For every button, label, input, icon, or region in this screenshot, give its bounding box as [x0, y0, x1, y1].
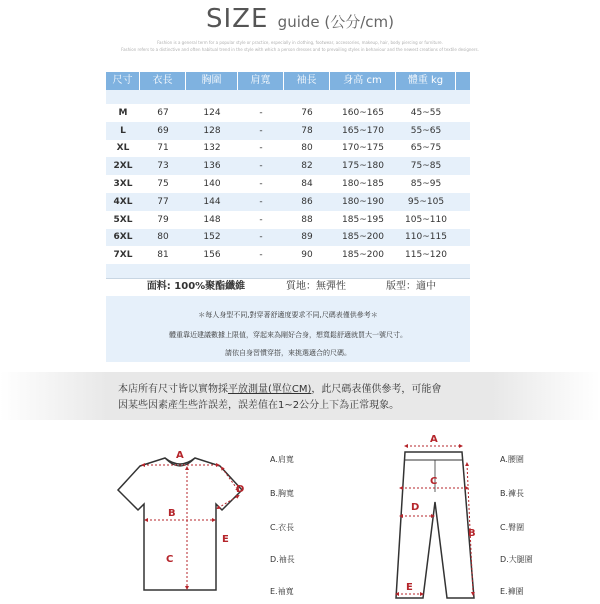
table-spacer-row: [106, 90, 470, 104]
cell-length: 67: [157, 107, 169, 118]
table-body: [106, 104, 470, 264]
page-title: [0, 4, 600, 34]
cell-sleeve: 90: [301, 250, 313, 261]
tshirt-marker-a: A: [176, 450, 184, 461]
pants-marker-a: A: [430, 434, 438, 445]
measurement-diagrams: [0, 430, 600, 600]
fit-text: 版型：適中: [386, 280, 436, 292]
header-size: 尺寸: [106, 72, 140, 90]
cell-sleeve: 88: [301, 214, 313, 225]
shirt-label-a: A.肩寬: [270, 455, 294, 464]
cell-sleeve: 86: [301, 196, 313, 207]
cell-chest: 124: [203, 107, 221, 118]
cell-size: L: [120, 125, 126, 136]
cell-sleeve: 78: [301, 125, 313, 136]
table-row: [106, 104, 470, 122]
header-height: 身高 cm: [330, 72, 396, 90]
tshirt-marker-c: C: [166, 554, 174, 565]
cell-height: 170~175: [342, 143, 384, 154]
shirt-label-c: C.衣長: [270, 523, 295, 532]
pants-label-e: E.褲圍: [500, 587, 524, 596]
note-line-3: 請依自身習慣穿搭，來挑選適合的尺碼。: [225, 349, 351, 357]
cell-length: 81: [157, 250, 169, 261]
cell-length: 71: [157, 143, 169, 154]
cell-sleeve: 82: [301, 161, 313, 172]
cell-height: 185~200: [342, 232, 384, 243]
pants-marker-e: E: [406, 582, 413, 593]
cell-shoulder: -: [259, 196, 263, 207]
tshirt-outline: [118, 458, 245, 590]
cell-size: M: [118, 107, 128, 118]
cell-height: 180~185: [342, 179, 384, 190]
fabric-info-row: [106, 274, 470, 294]
cell-weight: 45~55: [410, 107, 442, 118]
shirt-label-b: B.胸寬: [270, 489, 295, 498]
cell-weight: 95~105: [407, 196, 445, 207]
table-row: [106, 229, 470, 247]
subtitle-line-2: Fashion refers to a distinctive and often habitual trend in the style with which a person dresses and to prevailing styles in behaviour and the newest creations of textile designers.: [121, 47, 479, 52]
pants-marker-b: B: [468, 528, 476, 539]
cell-chest: 140: [203, 179, 221, 190]
header-chest: 胸圍: [186, 72, 238, 90]
cell-chest: 156: [203, 250, 221, 261]
cell-size: XL: [116, 143, 130, 154]
cell-weight: 115~120: [405, 250, 447, 261]
cell-height: 160~165: [342, 107, 384, 118]
cell-chest: 148: [203, 214, 221, 225]
tshirt-diagram: [118, 450, 244, 590]
cell-length: 77: [157, 196, 169, 207]
cell-chest: 144: [203, 196, 221, 207]
cell-shoulder: -: [259, 161, 263, 172]
pants-label-a: A.腰圍: [500, 455, 524, 464]
cell-sleeve: 80: [301, 143, 313, 154]
notes-panel: [106, 296, 470, 362]
pants-marker-d: D: [411, 502, 420, 513]
cell-length: 73: [157, 161, 169, 172]
table-header-row: [106, 72, 470, 90]
cell-length: 80: [157, 232, 169, 243]
elasticity-text: 質地：無彈性: [286, 280, 346, 292]
cell-length: 79: [157, 214, 169, 225]
cell-shoulder: -: [259, 232, 263, 243]
header-sleeve: 袖長: [284, 72, 330, 90]
cell-weight: 110~115: [405, 232, 447, 243]
header-length: 衣長: [140, 72, 186, 90]
cell-height: 185~195: [342, 214, 384, 225]
cell-height: 180~190: [342, 196, 384, 207]
cell-sleeve: 76: [301, 107, 313, 118]
table-row: [106, 122, 470, 140]
note-line-2: 體重靠近建議數據上限值，穿起來為剛好合身，想寬鬆舒適就買大一號尺寸。: [169, 331, 407, 339]
cell-chest: 128: [203, 125, 221, 136]
cell-shoulder: -: [259, 250, 263, 261]
header-shoulder: 肩寬: [238, 72, 284, 90]
cell-chest: 136: [203, 161, 221, 172]
cell-weight: 85~95: [410, 179, 442, 190]
note-line-1: ＊每人身型不同,對穿著舒適度要求不同,尺碼表僅供參考＊: [198, 311, 378, 319]
cell-chest: 152: [203, 232, 221, 243]
cell-size: 4XL: [113, 196, 133, 207]
pants-marker-c: C: [430, 476, 438, 487]
cell-sleeve: 89: [301, 232, 313, 243]
subtitle-line-1: Fashion is a general term for a popular style or practice, especially in clothing, footwear, accessories, makeup, hair, body piercing or furniture.: [157, 40, 443, 45]
cell-weight: 105~110: [405, 214, 447, 225]
tshirt-marker-b: B: [168, 508, 176, 519]
cell-shoulder: -: [259, 107, 263, 118]
table-row: [106, 246, 470, 264]
pants-label-d: D.大腿圍: [500, 555, 533, 564]
table-row: [106, 193, 470, 211]
cell-length: 75: [157, 179, 169, 190]
cell-weight: 65~75: [410, 143, 442, 154]
cell-weight: 75~85: [410, 161, 442, 172]
cell-size: 5XL: [113, 214, 133, 225]
tshirt-marker-d: D: [236, 484, 245, 495]
cell-sleeve: 84: [301, 179, 313, 190]
cell-height: 165~170: [342, 125, 384, 136]
cell-height: 175~180: [342, 161, 384, 172]
material-text: 面料: 100%聚酯纖維: [146, 280, 246, 292]
cell-size: 3XL: [113, 179, 133, 190]
disclaimer-line-1: 本店所有尺寸皆以實物採平放測量(單位CM)，此尺碼表僅供參考，可能會: [118, 384, 442, 395]
cell-chest: 132: [203, 143, 221, 154]
title-guide: guide (公分/cm): [277, 13, 395, 31]
cell-size: 6XL: [113, 232, 133, 243]
cell-weight: 55~65: [410, 125, 442, 136]
tshirt-marker-e: E: [222, 534, 229, 545]
disclaimer-banner: [0, 372, 600, 420]
cell-shoulder: -: [259, 125, 263, 136]
cell-height: 185~200: [342, 250, 384, 261]
pants-label-b: B.褲長: [500, 489, 525, 498]
cell-size: 2XL: [113, 161, 133, 172]
table-row: [106, 175, 470, 193]
shirt-label-e: E.袖寬: [270, 587, 294, 596]
header-weight: 體重 kg: [396, 72, 456, 90]
pants-label-c: C.臀圍: [500, 523, 525, 532]
table-row: [106, 211, 470, 229]
cell-length: 69: [157, 125, 169, 136]
table-row: [106, 140, 470, 158]
pants-diagram: [396, 434, 476, 598]
cell-shoulder: -: [259, 214, 263, 225]
title-size: SIZE: [205, 4, 269, 34]
cell-size: 7XL: [113, 250, 133, 261]
cell-shoulder: -: [259, 179, 263, 190]
disclaimer-line-2: 因某些因素產生些許誤差，誤差值在1~2公分上下為正常現象。: [118, 400, 400, 411]
cell-shoulder: -: [259, 143, 263, 154]
size-table: [106, 72, 470, 279]
shirt-label-d: D.袖長: [270, 555, 295, 564]
table-row: [106, 157, 470, 175]
